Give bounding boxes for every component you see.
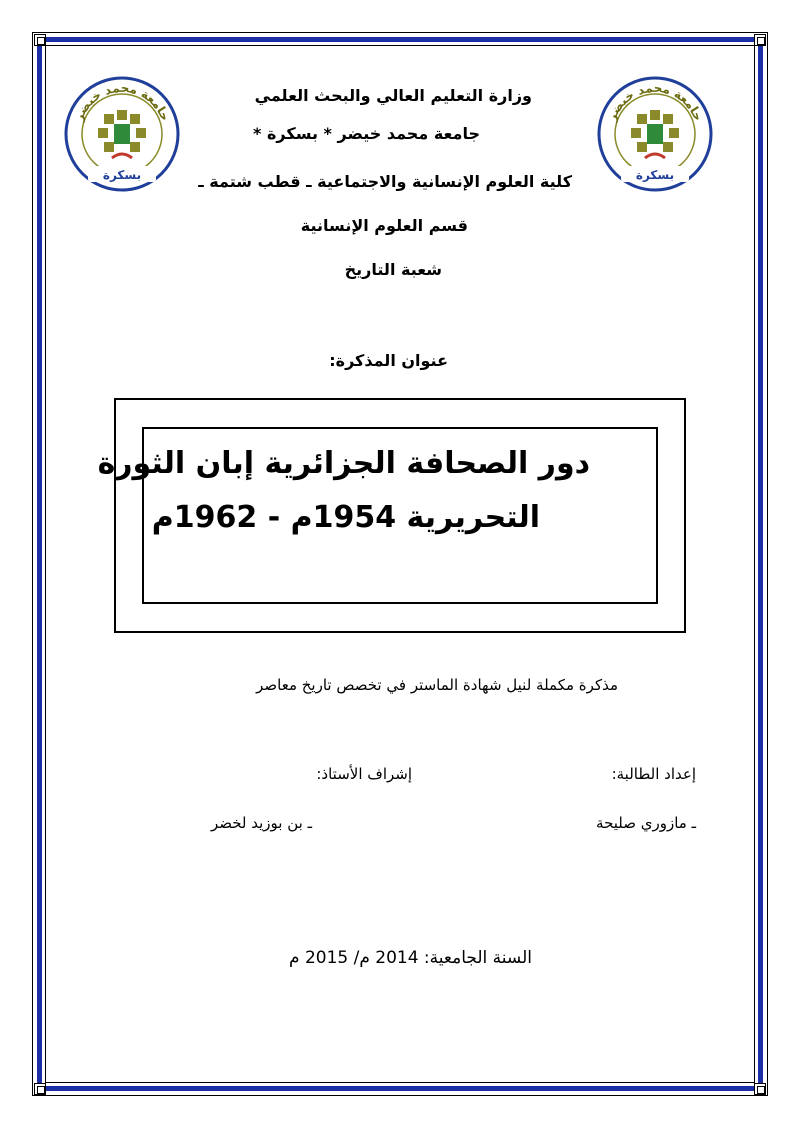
border-corner-ornament (754, 1083, 766, 1095)
thesis-title-line-2: التحريرية 1954م - 1962م (151, 500, 540, 535)
memo-title-label: عنوان المذكرة: (329, 351, 448, 370)
border-corner-ornament (34, 34, 46, 46)
prepared-by-label: إعداد الطالبة: (611, 765, 696, 783)
academic-year: السنة الجامعية: 2014 م/ 2015 م (289, 948, 532, 968)
university-logo-right (595, 74, 715, 194)
supervisor-name: ـ بن بوزيد لخضر (210, 814, 312, 832)
supervised-by-label: إشراف الأستاذ: (316, 765, 412, 783)
university-logo-left (62, 74, 182, 194)
svg-text:جامعة محمد خيضر: جامعة محمد خيضر (71, 80, 173, 123)
svg-text:بسكرة: بسكرة (635, 168, 675, 182)
thesis-title-line-1: دور الصحافة الجزائرية إبان الثورة (97, 446, 590, 481)
student-name: ـ مازوري صليحة (596, 814, 696, 832)
department-name: قسم العلوم الإنسانية (300, 216, 468, 235)
svg-text:بسكرة: بسكرة (102, 168, 142, 182)
faculty-name: كلية العلوم الإنسانية والاجتماعية ـ قطب شتمة ـ (198, 172, 572, 191)
thesis-subtitle: مذكرة مكملة لنيل شهادة الماستر في تخصص تاريخ معاصر (256, 676, 618, 694)
svg-text:جامعة محمد خيضر: جامعة محمد خيضر (604, 80, 706, 123)
university-name: جامعة محمد خيضر * بسكرة * (253, 124, 480, 143)
border-corner-ornament (34, 1083, 46, 1095)
branch-name: شعبة التاريخ (344, 260, 442, 279)
border-corner-ornament (754, 34, 766, 46)
ministry-name: وزارة التعليم العالي والبحث العلمي (254, 86, 532, 105)
